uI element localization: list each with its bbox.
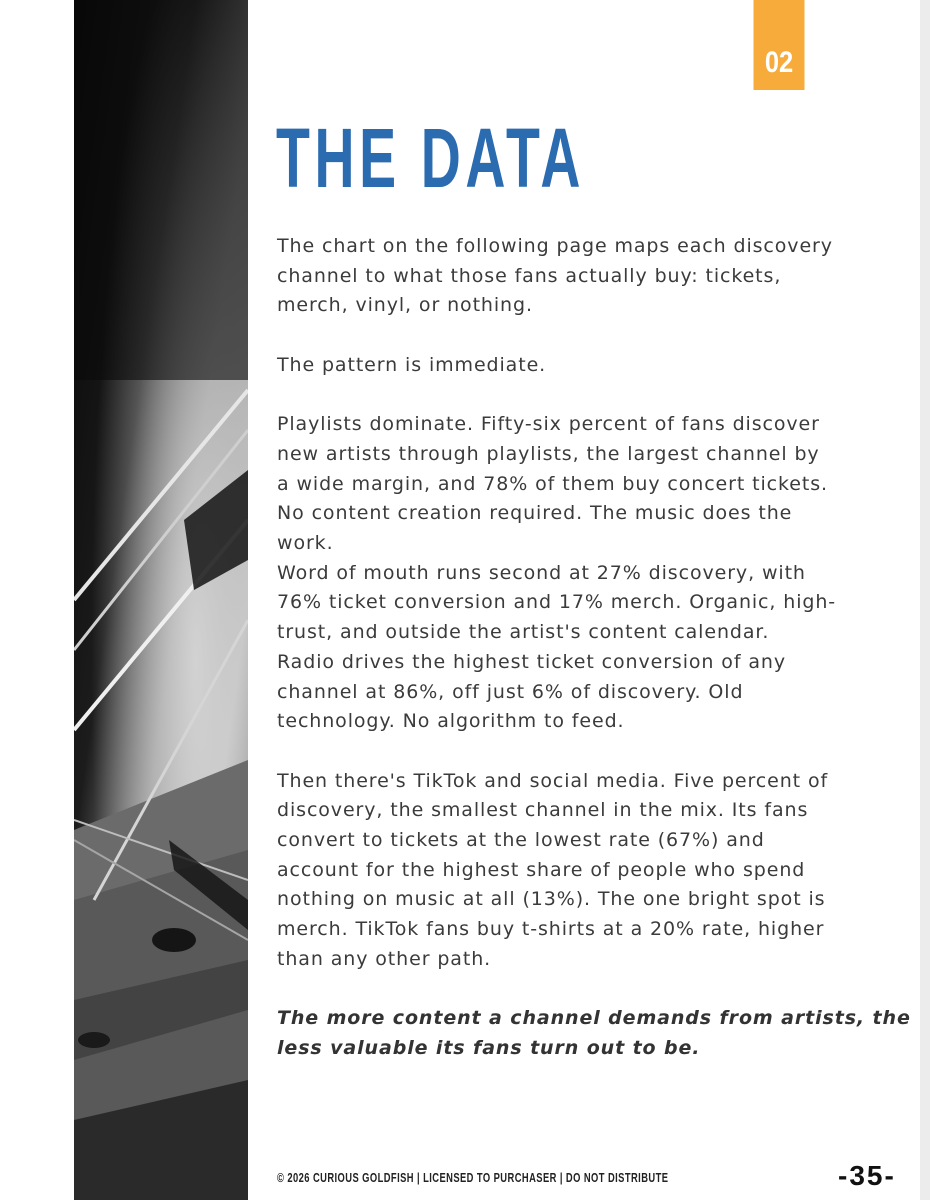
closing-statement-line: The more content a channel demands from artists, the: [277, 1007, 911, 1030]
body-line: merch, vinyl, or nothing.: [277, 294, 533, 317]
body-line: Word of mouth runs second at 27% discovery, with: [277, 561, 806, 584]
body-line: convert to tickets at the lowest rate (67%) and: [277, 829, 765, 852]
footer-copyright: © 2026 CURIOUS GOLDFISH | LICENSED TO PURCHASER | DO NOT DISTRIBUTE: [277, 1170, 669, 1185]
chapter-number-badge: 02: [754, 0, 805, 90]
body-line: Then there's TikTok and social media. Five percent of: [277, 769, 829, 792]
body-line: technology. No algorithm to feed.: [277, 710, 625, 733]
body-line: nothing on music at all (13%). The one bright spot is: [277, 888, 826, 911]
guitar-strings-photo: [74, 0, 248, 1200]
page-title: THE DATA: [276, 111, 585, 205]
body-line: channel to what those fans actually buy: tickets,: [277, 264, 782, 287]
body-line: a wide margin, and 78% of them buy concert tickets.: [277, 472, 828, 495]
body-text: [277, 232, 911, 1064]
closing-statement-line: less valuable its fans turn out to be.: [277, 1036, 701, 1059]
body-line: account for the highest share of people who spend: [277, 858, 806, 881]
body-line: work.: [277, 532, 334, 554]
page-number: -35-: [838, 1160, 896, 1191]
body-line: trust, and outside the artist's content calendar.: [277, 621, 770, 644]
body-line: Playlists dominate. Fifty-six percent of fans discover: [277, 413, 820, 436]
body-line: merch. TikTok fans buy t-shirts at a 20% rate, higher: [277, 918, 825, 941]
body-line: Radio drives the highest ticket conversion of any: [277, 650, 786, 673]
body-line: than any other path.: [277, 947, 492, 970]
body-line: No content creation required. The music does the: [277, 502, 793, 525]
body-line: discovery, the smallest channel in the mix. Its fans: [277, 799, 809, 822]
body-line: channel at 86%, off just 6% of discovery. Old: [277, 680, 744, 703]
page-edge: [920, 0, 930, 1200]
body-line: new artists through playlists, the largest channel by: [277, 442, 820, 465]
body-line: The pattern is immediate.: [277, 353, 547, 376]
body-line: The chart on the following page maps each discovery: [277, 235, 833, 257]
body-line: 76% ticket conversion and 17% merch. Organic, high-: [277, 591, 837, 614]
